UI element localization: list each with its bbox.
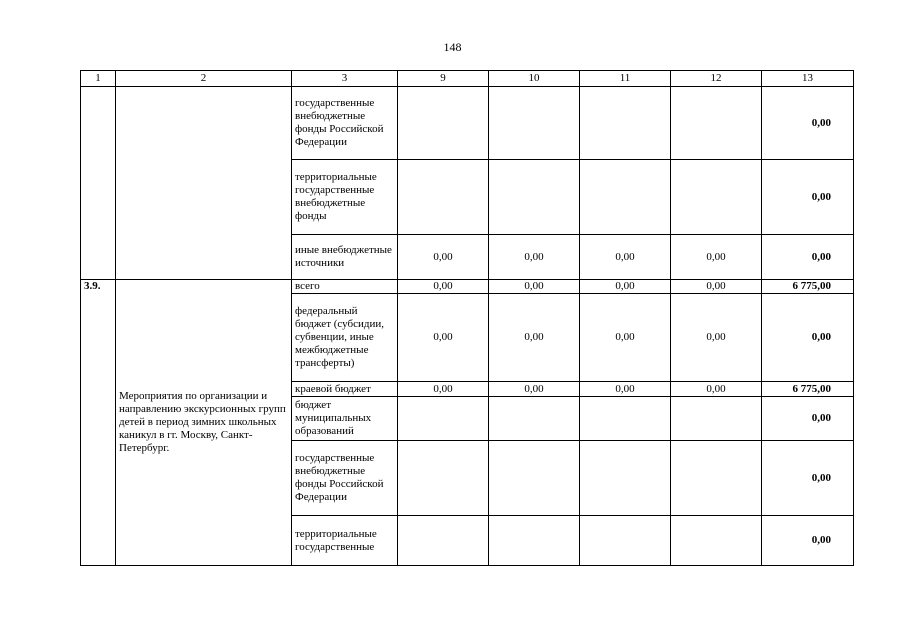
total-cell: 0,00 bbox=[762, 160, 854, 235]
value-cell bbox=[580, 516, 671, 566]
value-cell: 0,00 bbox=[580, 280, 671, 294]
item-description-cell bbox=[116, 87, 292, 280]
value-cell bbox=[489, 441, 580, 516]
item-number: 3.9. bbox=[81, 280, 116, 566]
value-cell bbox=[398, 160, 489, 235]
total-cell: 0,00 bbox=[762, 294, 854, 382]
value-cell bbox=[398, 397, 489, 441]
value-cell bbox=[398, 516, 489, 566]
table-row bbox=[81, 87, 854, 160]
header-cell: 2 bbox=[116, 71, 292, 87]
total-cell: 0,00 bbox=[762, 516, 854, 566]
page-number: 148 bbox=[443, 40, 462, 54]
header-cell: 12 bbox=[671, 71, 762, 87]
value-cell bbox=[671, 87, 762, 160]
header-cell: 3 bbox=[292, 71, 398, 87]
value-cell: 0,00 bbox=[489, 382, 580, 397]
value-cell: 0,00 bbox=[580, 382, 671, 397]
value-cell: 0,00 bbox=[398, 280, 489, 294]
funding-source: государственные внебюджетные фонды Российской Федерации bbox=[292, 87, 398, 160]
value-cell bbox=[580, 397, 671, 441]
table-row bbox=[81, 280, 854, 294]
total-cell: 6 775,00 bbox=[762, 280, 854, 294]
total-cell: 6 775,00 bbox=[762, 382, 854, 397]
value-cell: 0,00 bbox=[489, 280, 580, 294]
funding-source: территориальные государственные bbox=[292, 516, 398, 566]
value-cell: 0,00 bbox=[489, 294, 580, 382]
header-row bbox=[81, 71, 854, 87]
funding-source: территориальные государственные внебюджетные фонды bbox=[292, 160, 398, 235]
value-cell: 0,00 bbox=[671, 280, 762, 294]
funding-source: бюджет муниципальных образований bbox=[292, 397, 398, 441]
funding-source: государственные внебюджетные фонды Российской Федерации bbox=[292, 441, 398, 516]
value-cell bbox=[489, 397, 580, 441]
total-cell: 0,00 bbox=[762, 87, 854, 160]
header-cell: 11 bbox=[580, 71, 671, 87]
value-cell: 0,00 bbox=[671, 235, 762, 280]
value-cell: 0,00 bbox=[398, 294, 489, 382]
value-cell bbox=[489, 516, 580, 566]
value-cell bbox=[580, 441, 671, 516]
funding-source: всего bbox=[292, 280, 398, 294]
header-cell: 10 bbox=[489, 71, 580, 87]
budget-table bbox=[80, 70, 854, 566]
total-cell: 0,00 bbox=[762, 235, 854, 280]
funding-source: краевой бюджет bbox=[292, 382, 398, 397]
funding-source: федеральный бюджет (субсидии, субвенции, иные межбюджетные трансферты) bbox=[292, 294, 398, 382]
header-cell: 1 bbox=[81, 71, 116, 87]
item-number-cell bbox=[81, 87, 116, 280]
value-cell: 0,00 bbox=[580, 294, 671, 382]
header-cell: 9 bbox=[398, 71, 489, 87]
value-cell bbox=[489, 87, 580, 160]
item-description: Мероприятия по организации и направлению экскурсионных групп детей в период зимних школьных каникул в гг. Москву, Санкт-Петербург. bbox=[116, 280, 292, 566]
value-cell: 0,00 bbox=[671, 382, 762, 397]
value-cell: 0,00 bbox=[398, 382, 489, 397]
value-cell bbox=[671, 441, 762, 516]
header-cell: 13 bbox=[762, 71, 854, 87]
value-cell: 0,00 bbox=[489, 235, 580, 280]
value-cell bbox=[398, 441, 489, 516]
funding-source: иные внебюджетные источники bbox=[292, 235, 398, 280]
value-cell: 0,00 bbox=[580, 235, 671, 280]
value-cell bbox=[580, 87, 671, 160]
value-cell bbox=[671, 160, 762, 235]
total-cell: 0,00 bbox=[762, 397, 854, 441]
value-cell bbox=[489, 160, 580, 235]
total-cell: 0,00 bbox=[762, 441, 854, 516]
value-cell bbox=[398, 87, 489, 160]
value-cell bbox=[671, 397, 762, 441]
value-cell: 0,00 bbox=[398, 235, 489, 280]
value-cell: 0,00 bbox=[671, 294, 762, 382]
value-cell bbox=[580, 160, 671, 235]
value-cell bbox=[671, 516, 762, 566]
